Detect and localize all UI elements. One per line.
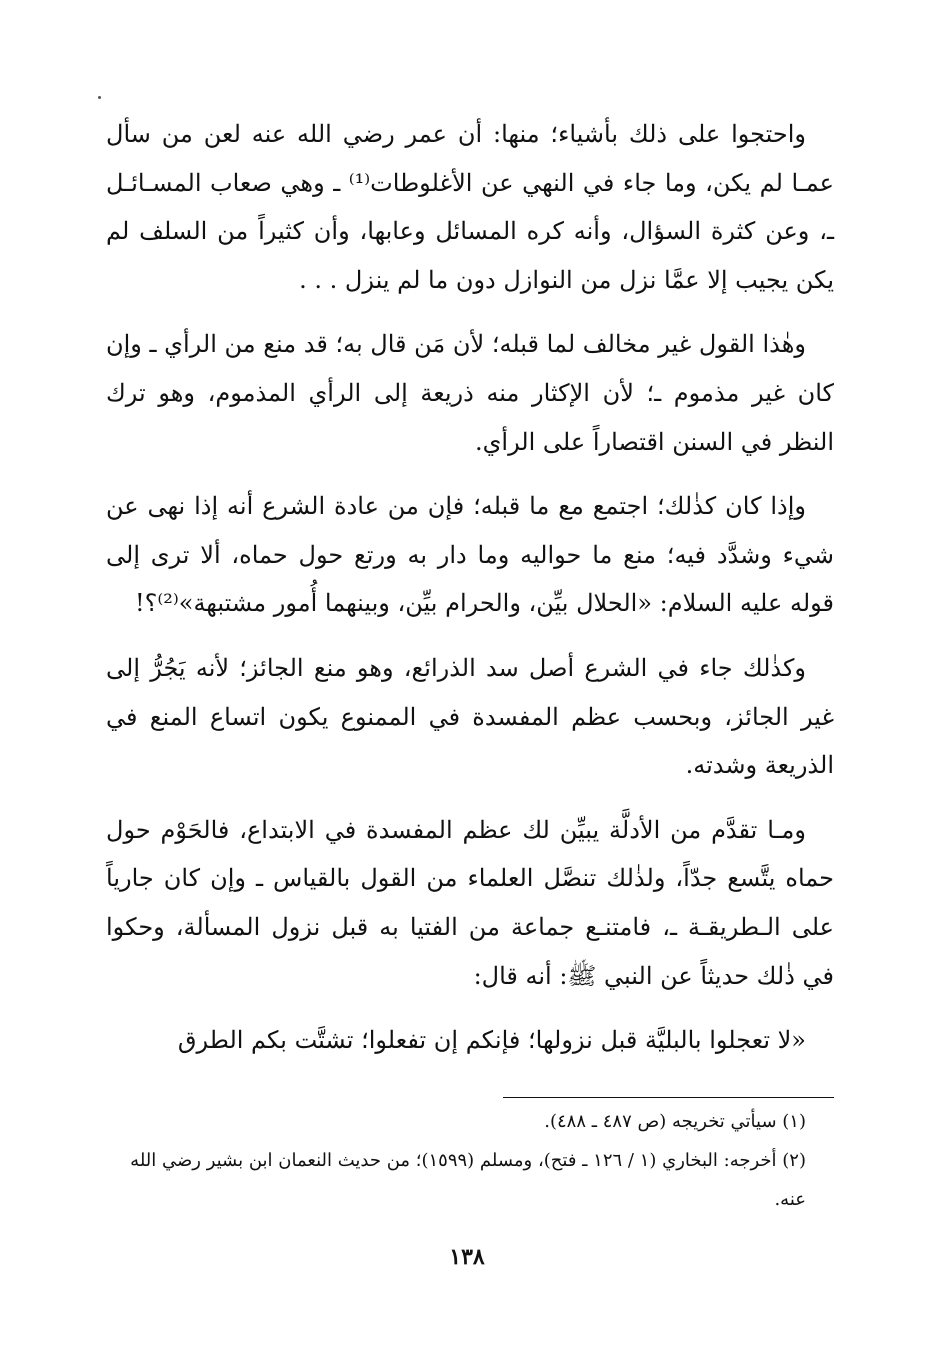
footnotes (106, 1102, 834, 1219)
paragraph-6: «لا تعجلوا بالبليَّة قبل نزولها؛ فإنكم إن تفعلوا؛ تشتَّت بكم الطرق (177, 1026, 806, 1055)
paragraph-3: وإذا كان كذٰلك؛ اجتمع مع ما قبله؛ فإن من عادة الشرع أنه إذا نهى عن شيء وشدَّد فيه؛ منع ما حواليه وما دار به ورتع حول حماه، ألا ترى إلى قوله عليه السلام: «الحلال بيِّن، والحرام بيِّن، وبينهما أُمور مشتبهة»⁽²⁾؟! (106, 492, 834, 618)
paragraph-5: ومـا تقدَّم من الأدلَّة يبيِّن لك عظم المفسدة في الابتداع، فالحَوْم حول حماه يتَّسع جدّاً، ولذٰلك تنصَّل العلماء من القول بالقياس ـ وإن كان جارياً على الـطريقـة ـ، فامتنـع جماعة من الفتيا به قبل نزول المسألة، وحكوا في ذٰلك حديثاً عن النبي ﷺ: أنه قال: (106, 815, 834, 990)
paragraph-2: وهٰذا القول غير مخالف لما قبله؛ لأن مَن قال به؛ قد منع من الرأي ـ وإن كان غير مذموم ـ؛ لأن الإكثار منه ذريعة إلى الرأي المذموم، وهو ترك النظر في السنن اقتصاراً على الرأي. (106, 330, 834, 456)
main-text (106, 110, 834, 1065)
scan-speck (98, 96, 101, 99)
footnote-2: (٢) أخرجه: البخاري (١ / ١٢٦ ـ فتح)، ومسلم (١٥٩٩)؛ من حديث النعمان ابن بشير رضي الله عنه. (130, 1150, 806, 1210)
paragraph-4: وكذٰلك جاء في الشرع أصل سد الذرائع، وهو منع الجائز؛ لأنه يَجُرُّ إلى غير الجائز، وبحسب عظم المفسدة في الممنوع يكون اتساع المنع في الذريعة وشدته. (106, 653, 835, 780)
footnote-separator (503, 1097, 834, 1098)
paragraph-1: واحتجوا على ذلك بأشياء؛ منها: أن عمر رضي الله عنه لعن من سأل عمـا لم يكن، وما جاء في النهي عن الأغلوطات⁽¹⁾ ـ وهي صعاب المسـائـل ـ، وعن كثرة السؤال، وأنه كره المسائل وعابها، وأن كثيراً من السلف لم يكن يجيب إلا عمَّا نزل من النوازل دون ما لم ينزل . . . (106, 120, 834, 294)
page-number: ١٣٨ (449, 1244, 485, 1270)
footnote-1: (١) سيأتي تخريجه (ص ٤٨٧ ـ ٤٨٨). (544, 1111, 806, 1132)
